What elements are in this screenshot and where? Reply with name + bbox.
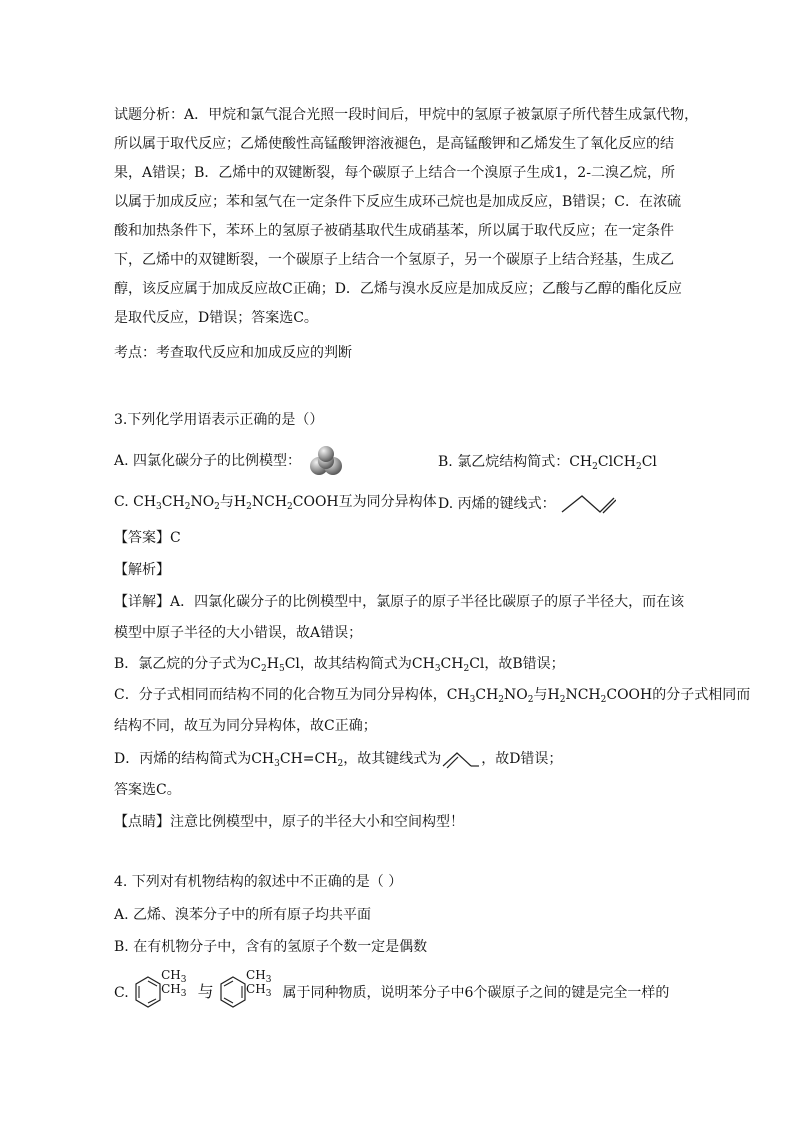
q4-option-c <box>114 968 670 1012</box>
formula-sub: 2 <box>246 502 252 512</box>
ccl4-space-filling-model-icon <box>305 446 347 476</box>
analysis-line-5: 酸和加热条件下，苯环上的氢原子被硝基取代生成硝基苯，所以属于取代反应；在一定条件 <box>114 223 674 239</box>
formula-sub: 2 <box>287 502 293 512</box>
formula-sub: 2 <box>498 695 505 705</box>
methyl-label <box>161 979 186 999</box>
formula-sub: 2 <box>600 695 607 705</box>
formula-sub: 2 <box>214 502 220 512</box>
formula-part: CH <box>440 656 464 672</box>
formula-part: CH <box>161 494 185 510</box>
formula-part: ClCH <box>597 454 636 470</box>
formula-part: CH=CH <box>279 751 338 767</box>
analysis-line-1: 试题分析：A．甲烷和氯气混合光照一段时间后，甲烷中的氢原子被氯原子所代替生成氯代物， <box>114 107 699 123</box>
analysis-line-7: 醇，该反应属于加成反应故C正确；D．乙烯与溴水反应是加成反应；乙酸与乙醇的酯化反应 <box>114 281 682 297</box>
propene-skeletal-formula-icon <box>441 749 481 769</box>
q3-option-c <box>114 492 437 512</box>
q3-detail-line-2: 模型中原子半径的大小错误，故A错误； <box>114 625 363 641</box>
formula-sub: 3 <box>469 695 476 705</box>
formula-part: Cl，故其结构简式为CH <box>284 656 435 672</box>
formula-sub: 2 <box>635 462 642 472</box>
q3-detail-line-c2: 结构不同，故互为同分异构体，故C正确； <box>114 718 377 734</box>
formula-part: 与H <box>533 687 560 703</box>
formula-part: CH <box>569 454 593 470</box>
analysis-line-2: 所以属于取代反应；乙烯使酸性高锰酸钾溶液褪色，是高锰酸钾和乙烯发生了氧化反应的结 <box>114 136 674 152</box>
formula-sub: 2 <box>527 695 534 705</box>
q3-option-b <box>438 452 657 472</box>
formula-sub: 2 <box>592 462 598 472</box>
formula-part: CH <box>475 687 499 703</box>
q3-option-a-text: A. 四氯化碳分子的比例模型： <box>114 453 302 469</box>
propene-skeletal-formula-icon <box>560 492 616 516</box>
formula-part: NCH <box>565 687 601 703</box>
formula-part: COOH的分子式相同而 <box>606 687 751 703</box>
benzene-ring-icon <box>133 975 163 1011</box>
formula-sub: 2 <box>261 664 267 674</box>
q4-option-b: B. 在有机物分子中，含有的氢原子个数一定是偶数 <box>114 939 428 955</box>
formula-sub: 2 <box>463 664 470 674</box>
formula-sub: 3 <box>156 502 162 512</box>
formula-part: H <box>266 656 279 672</box>
formula-sub: 3 <box>180 975 187 985</box>
q3-dianjing: 【点睛】注意比例模型中，原子的半径大小和空间构型！ <box>114 814 464 830</box>
formula-part: D．丙烯的结构简式为CH <box>114 751 275 767</box>
formula-part: ，故D错误； <box>481 751 563 767</box>
formula-part: CH <box>246 968 266 982</box>
formula-sub: 2 <box>184 502 191 512</box>
formula-part: CH <box>161 968 181 982</box>
formula-part: NCH <box>251 494 288 510</box>
formula-sub: 3 <box>265 989 272 999</box>
analysis-line-6: 下，乙烯中的双键断裂，一个碳原子上结合一个氢原子，另一个碳原子上结合羟基，生成乙 <box>114 252 674 268</box>
formula-part: COOH互为同分异构体 <box>292 494 437 510</box>
formula-part: NO <box>190 494 215 510</box>
formula-part: ，故其键线式为 <box>343 751 442 767</box>
q3-stem: 3.下列化学用语表示正确的是（） <box>114 412 324 428</box>
formula-part: CH <box>246 982 266 996</box>
analysis-line-3: 果，A错误；B．乙烯中的双键断裂，每个碳原子上结合一个溴原子生成1，2-二溴乙烷，所 <box>114 165 675 181</box>
q4-option-c-mid: 与 <box>197 982 214 1001</box>
formula-part: NO <box>504 687 528 703</box>
analysis-line-8: 是取代反应，D错误；答案选C。 <box>114 310 318 326</box>
kaodian-line: 考点：考查取代反应和加成反应的判断 <box>114 345 352 361</box>
formula-part: 与H <box>219 494 247 510</box>
ortho-xylene-structure-1 <box>133 968 193 1013</box>
formula-sub: 3 <box>434 664 441 674</box>
formula-part: Cl，故B错误； <box>469 656 565 672</box>
q3-detail-line-c1 <box>114 685 750 705</box>
formula-sub: 2 <box>559 695 566 705</box>
formula-part: C．分子式相同而结构不同的化合物互为同分异构体，CH <box>114 687 470 703</box>
formula-sub: 5 <box>278 664 285 674</box>
q4-option-c-tail: 属于同种物质，说明苯分子中6个碳原子之间的键是完全一样的 <box>282 985 670 1001</box>
q3-detail-line-b <box>114 654 565 674</box>
q3-detail-line-1: 【详解】A．四氯化碳分子的比例模型中，氯原子的原子半径比碳原子的原子半径大，而在该 <box>114 594 685 610</box>
q4-option-a: A. 乙烯、溴苯分子中的所有原子均共平面 <box>114 907 372 923</box>
formula-part: B．氯乙烷的分子式为C <box>114 656 261 672</box>
q3-final-answer: 答案选C。 <box>114 782 181 798</box>
formula-part: C. CH <box>114 494 157 510</box>
q3-option-d <box>438 492 616 516</box>
methyl-label <box>246 979 271 999</box>
formula-sub: 3 <box>180 989 187 999</box>
formula-sub: 3 <box>265 975 272 985</box>
ortho-xylene-structure-2 <box>218 968 278 1013</box>
q3-answer: 【答案】C <box>114 530 181 546</box>
formula-sub: 2 <box>337 759 344 769</box>
formula-part: Cl <box>641 454 657 470</box>
q3-option-a <box>114 446 347 476</box>
analysis-line-4: 以属于加成反应；苯和氢气在一定条件下反应生成环己烷也是加成反应，B错误；C．在浓硫 <box>114 194 681 210</box>
benzene-ring-icon <box>218 975 248 1011</box>
q3-detail-line-d <box>114 749 562 769</box>
q3-option-b-text: B. 氯乙烷结构简式： <box>438 454 570 470</box>
q3-jiexi-heading: 【解析】 <box>114 562 170 578</box>
q4-stem: 4. 下列对有机物结构的叙述中不正确的是（ ） <box>114 874 403 890</box>
q4-option-c-label: C. <box>114 985 129 1001</box>
q3-option-d-text: D. 丙烯的键线式： <box>438 496 556 512</box>
formula-part: CH <box>161 982 181 996</box>
formula-sub: 3 <box>274 759 280 769</box>
